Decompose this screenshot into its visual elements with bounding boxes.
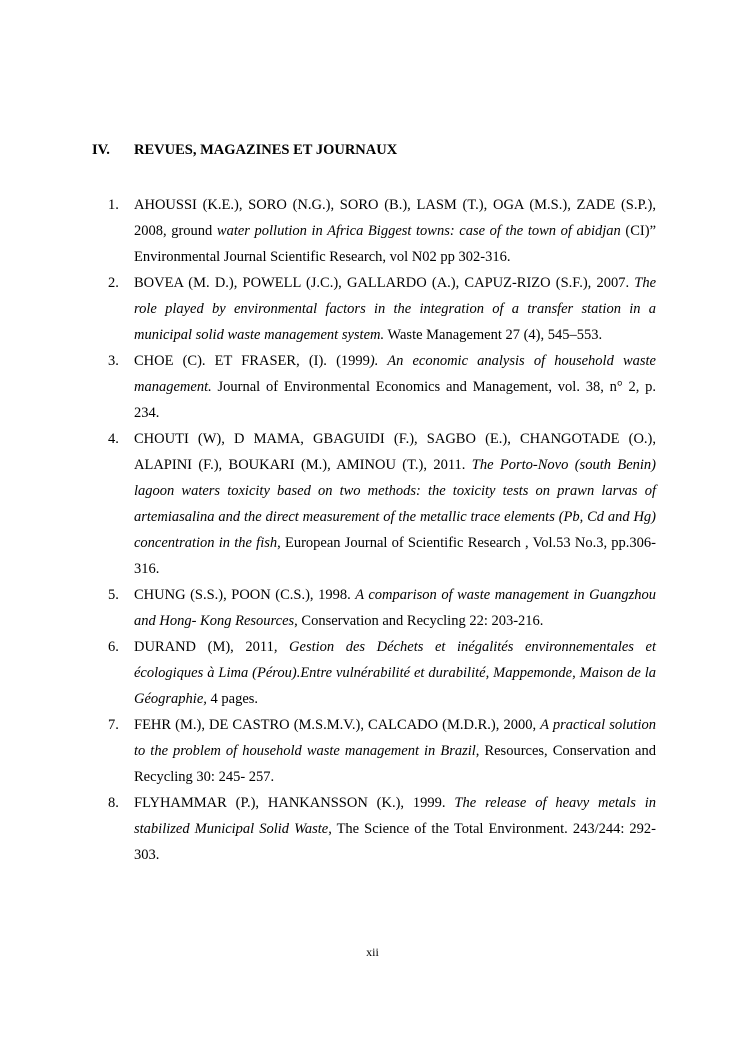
reference-text: CHOE (C). ET FRASER, (I). (1999 [134, 353, 370, 369]
reference-text: CHUNG (S.S.), POON (C.S.), 1998. [134, 587, 356, 603]
reference-number: 6. [108, 639, 119, 655]
reference-source: , European Journal of Scientific Research , Vol.53 No.3, pp.306-316. [134, 535, 656, 577]
reference-title: A comparison of waste management in Guangzhou and Hong- Kong Resources [134, 587, 656, 629]
reference-text: AHOUSSI (K.E.), SORO (N.G.), SORO (B.), LASM (T.), OGA (M.S.), ZADE (S.P.), 2008, ground [134, 197, 656, 239]
section-title: REVUES, MAGAZINES ET JOURNAUX [134, 142, 398, 158]
reference-item [108, 790, 656, 868]
reference-source: 4 pages. [206, 691, 259, 707]
page-number: xii [366, 945, 379, 959]
reference-source: , Conservation and Recycling 22: 203-216. [294, 613, 544, 629]
reference-list [108, 192, 656, 868]
reference-number: 7. [108, 717, 119, 733]
reference-source: Journal of Environmental Economics and Management, vol. 38, n° 2, p. 234. [134, 379, 656, 421]
reference-item [108, 192, 656, 270]
reference-item [108, 348, 656, 426]
reference-source: Waste Management 27 (4), 545–553. [384, 327, 603, 343]
reference-title: The Porto-Novo (south Benin) lagoon waters toxicity based on two methods: the toxicity tests on prawn larvas of artemiasalina and the direct measurement of the metallic trace elements (Pb, Cd and Hg) concentration in the fish [134, 457, 656, 551]
reference-number: 3. [108, 353, 119, 369]
reference-number: 5. [108, 587, 119, 603]
reference-item [108, 426, 656, 582]
reference-number: 2. [108, 275, 119, 291]
reference-text: CHOUTI (W), D MAMA, GBAGUIDI (F.), SAGBO (E.), CHANGOTADE (O.), ALAPINI (F.), BOUKARI (M.), AMINOU (T.), 2011. [134, 431, 656, 473]
reference-title: water pollution in Africa Biggest towns: case of the town of abidjan [216, 223, 621, 239]
reference-number: 8. [108, 795, 119, 811]
reference-source: , Resources, Conservation and Recycling 30: 245- 257. [134, 743, 656, 785]
section-heading [92, 142, 397, 159]
reference-title: The role played by environmental factors in the integration of a transfer station in a municipal solid waste management system. [134, 275, 656, 343]
reference-text: DURAND (M), 2011 [134, 639, 274, 655]
reference-title: , Gestion des Déchets et inégalités environnementales et écologiques à Lima (Pérou).Entre vulnérabilité et durabilité, Mappemonde, Maison de la Géographie, [134, 639, 656, 707]
reference-number: 4. [108, 431, 119, 447]
reference-text: FEHR (M.), DE CASTRO (M.S.M.V.), CALCADO (M.D.R.), 2000, [134, 717, 541, 733]
reference-source: , The Science of the Total Environment. 243/244: 292-303. [134, 821, 656, 863]
section-number: IV. [92, 142, 110, 158]
reference-item [108, 712, 656, 790]
reference-title: ). An economic analysis of household waste management. [134, 353, 656, 395]
reference-item [108, 582, 656, 634]
reference-item [108, 270, 656, 348]
reference-item [108, 634, 656, 712]
reference-title: The release of heavy metals in stabilized Municipal Solid Waste [134, 795, 656, 837]
reference-number: 1. [108, 197, 119, 213]
reference-title: A practical solution to the problem of household waste management in Brazil [134, 717, 656, 759]
reference-text: FLYHAMMAR (P.), HANKANSSON (K.), 1999. [134, 795, 455, 811]
reference-text: BOVEA (M. D.), POWELL (J.C.), GALLARDO (A.), CAPUZ-RIZO (S.F.), 2007. [134, 275, 635, 291]
reference-source: (CI)” Environmental Journal Scientific Research, vol N02 pp 302-316. [134, 223, 656, 265]
